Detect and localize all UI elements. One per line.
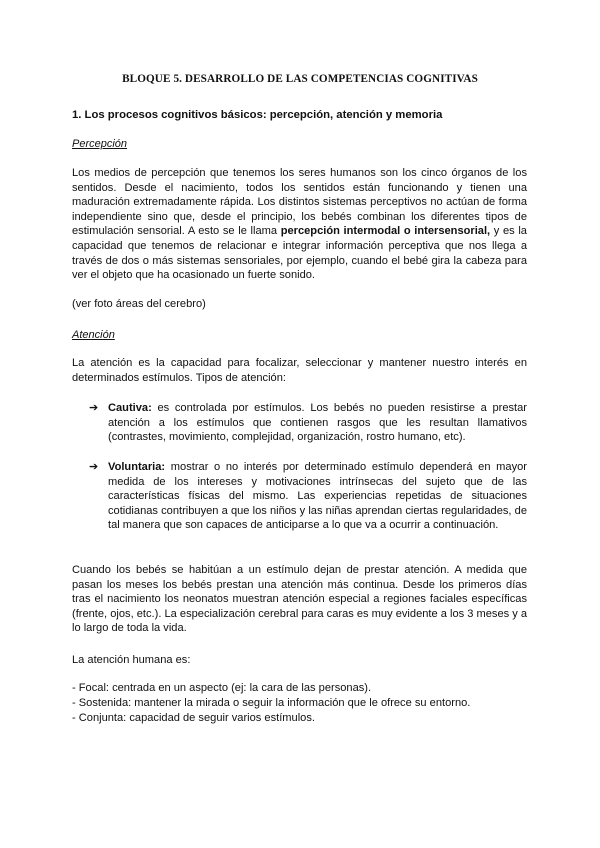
section-title: 1. Los procesos cognitivos básicos: percepción, atención y memoria bbox=[72, 109, 443, 121]
bullet-line bbox=[108, 401, 527, 416]
list-item: - Sostenida: mantener la mirada o seguir la información que le ofrece su entorno. bbox=[72, 697, 471, 710]
paragraph-line: maduración extremadamente rápida. Los distintos sistemas perceptivos no actúan de forma bbox=[72, 196, 527, 209]
attention-types-list bbox=[72, 681, 527, 727]
text-segment: estimulación sensorial. A esto se le llama bbox=[72, 225, 281, 238]
bullet-line: características físicas del mismo. Las experiencias repetidas de situaciones bbox=[108, 490, 527, 503]
heading-percepcion: Percepción bbox=[72, 138, 128, 150]
paragraph-line: tras el nacimiento los neonatos muestran atención especial a regiones faciales específicas bbox=[72, 593, 527, 606]
paragraph-line: Cuando los bebés se habitúan a un estímulo dejan de prestar atención. A medida que bbox=[72, 564, 527, 576]
heading-atencion: Atención bbox=[72, 329, 115, 341]
list-intro: La atención humana es: bbox=[72, 654, 191, 666]
paragraph-line: La atención es la capacidad para focalizar, seleccionar y mantener nuestro interés en bbox=[72, 357, 527, 369]
paragraph-habituation bbox=[72, 563, 527, 636]
paragraph-line: sentidos. Desde el nacimiento, todos los sentidos están funcionando y tienen una bbox=[72, 181, 527, 194]
bullet-line: tal manera que son capaces de anticiparse a lo que va a ocurrir a continuación. bbox=[108, 519, 499, 532]
paragraph-line: lo largo de toda la vida. bbox=[72, 622, 187, 635]
text-segment: y es la bbox=[490, 225, 527, 238]
bullet-text bbox=[108, 460, 527, 533]
paragraph-line: determinados estímulos. Tipos de atención: bbox=[72, 371, 286, 384]
arrow-bullet-icon: ➔ bbox=[89, 402, 99, 414]
list-item: - Focal: centrada en un aspecto (ej: la cara de las personas). bbox=[72, 682, 372, 694]
document-title: BLOQUE 5. DESARROLLO DE LAS COMPETENCIAS COGNITIVAS bbox=[122, 73, 478, 85]
paragraph-line: Los medios de percepción que tenemos los seres humanos son los cinco órganos de los bbox=[72, 167, 527, 179]
bullet-line: cotidianas contribuyen a que los niños y las niñas aprendan ciertas regularidades, de bbox=[108, 504, 527, 517]
key-term-intermodal: percepción intermodal o intersensorial, bbox=[280, 225, 491, 238]
paragraph-line-with-term bbox=[72, 224, 527, 239]
text-segment: es controlada por estímulos. Los bebés no pueden resistirse a prestar bbox=[151, 402, 527, 414]
paragraph-line: ver el objeto que ha ocasionado un fuerte sonido. bbox=[72, 269, 316, 282]
text-segment: mostrar o no interés por determinado estímulo dependerá en mayor bbox=[165, 461, 527, 473]
bullet-line: medida de los intereses y motivaciones intrínsecas del sujeto que de las bbox=[108, 475, 527, 488]
bullet-line: atención a los estímulos que contienen rasgos que les resultan llamativos bbox=[108, 416, 527, 429]
bullet-line bbox=[108, 460, 527, 475]
bullet-term: Voluntaria: bbox=[108, 461, 166, 473]
arrow-bullet-icon: ➔ bbox=[89, 461, 99, 473]
paragraph-line: (frente, ojos, etc.). La especialización cerebral para caras es muy evidente a los 3 meses y a bbox=[72, 607, 528, 620]
paragraph-atencion-intro bbox=[72, 356, 527, 385]
bullet-text bbox=[108, 401, 527, 445]
paragraph-line: independiente sino que, desde el principio, los bebés combinan los diferentes tipos de bbox=[72, 210, 527, 223]
note-brain-areas: (ver foto áreas del cerebro) bbox=[72, 298, 206, 310]
paragraph-line: pasan los meses los bebés prestan una atención más continua. Desde los primeros días bbox=[72, 578, 527, 591]
paragraph-line: través de dos o más sistemas sensoriales, por ejemplo, cuando el bebé gira la cabeza para bbox=[72, 254, 527, 267]
paragraph-line: capacidad que tenemos de relacionar e integrar información perceptiva que nos llega a bbox=[72, 239, 527, 252]
bullet-line: (contrastes, movimiento, complejidad, organización, rostro humano, etc). bbox=[108, 431, 466, 444]
bullet-term: Cautiva: bbox=[108, 402, 152, 414]
paragraph-percepcion bbox=[72, 166, 527, 283]
list-item: - Conjunta: capacidad de seguir varios estímulos. bbox=[72, 712, 315, 725]
